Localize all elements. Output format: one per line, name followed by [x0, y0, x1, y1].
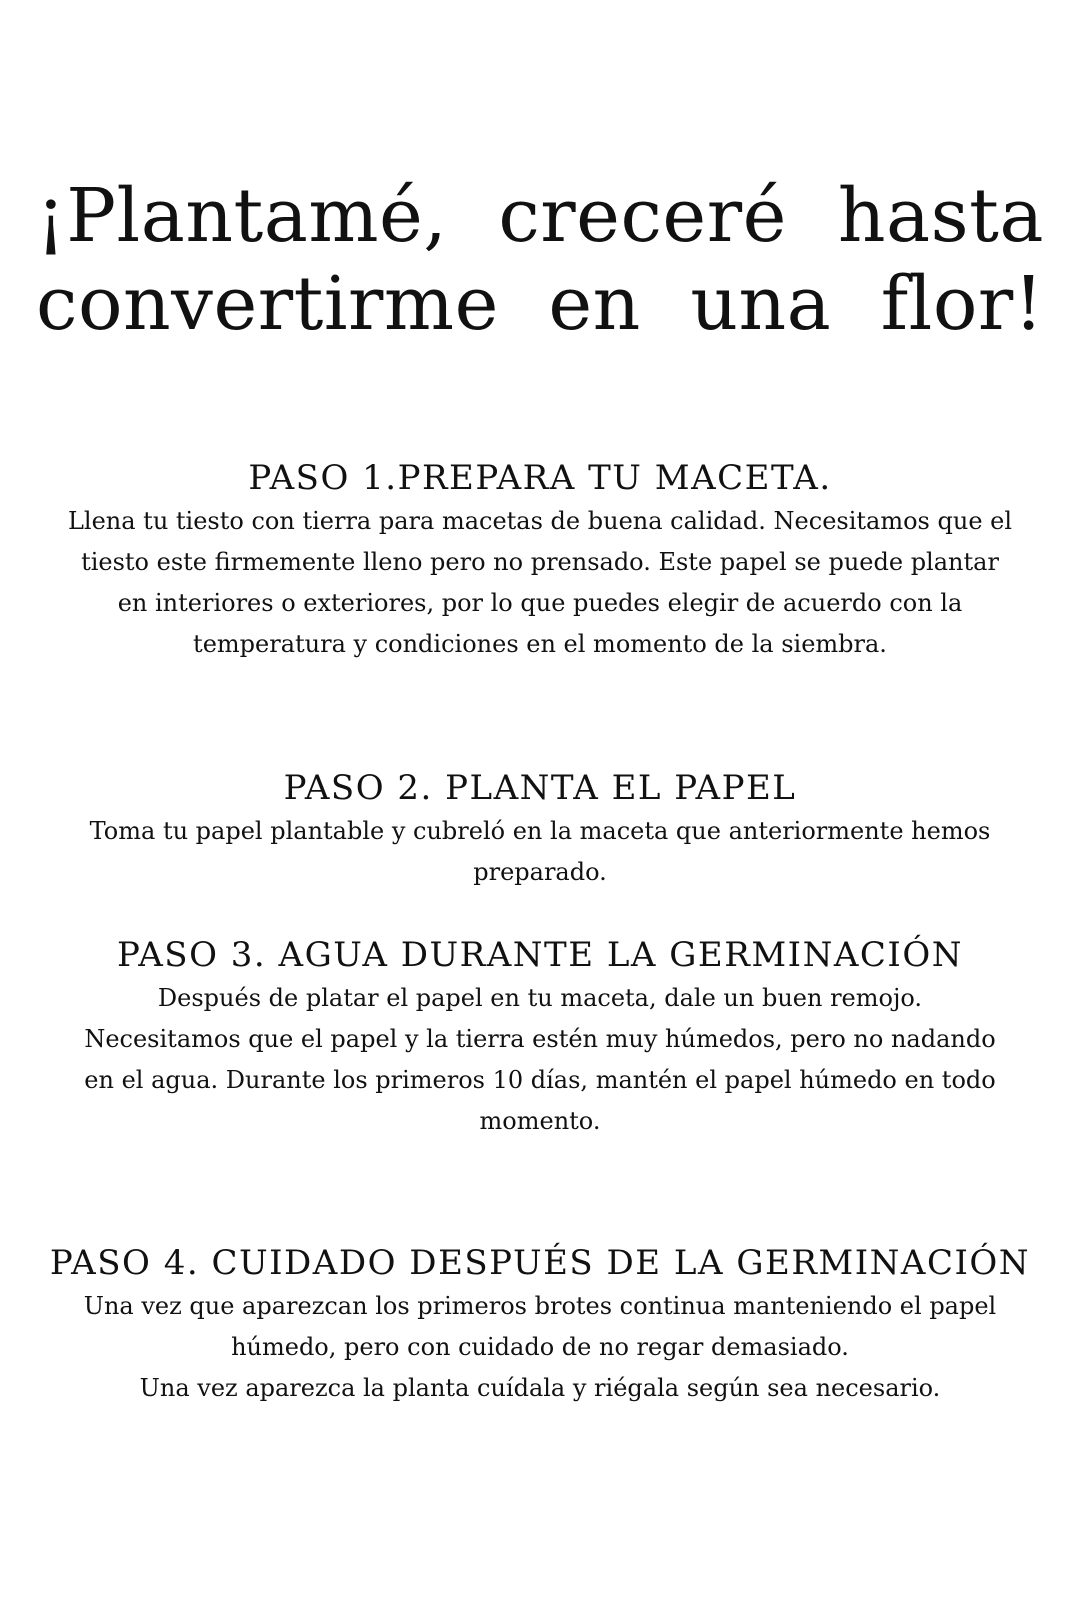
step-3-text	[30, 978, 1050, 1142]
step-3-heading: PASO 3. AGUA DURANTE LA GERMINACIÓN	[117, 935, 963, 975]
step-3-text-line: momento.	[479, 1107, 601, 1135]
step-4-text	[30, 1286, 1050, 1409]
step-2-text-line: Toma tu papel plantable y cubreló en la maceta que anteriormente hemos	[89, 817, 991, 845]
step-1-text-line: Llena tu tiesto con tierra para macetas de buena calidad. Necesitamos que el	[67, 507, 1013, 535]
step-3-section	[30, 932, 1050, 1142]
step-4-section	[30, 1240, 1050, 1409]
step-2-text	[30, 811, 1050, 893]
step-4-text-line: Una vez aparezca la planta cuídala y riégala según sea necesario.	[139, 1374, 941, 1402]
step-1-text	[30, 501, 1050, 665]
page-title	[36, 172, 1044, 348]
title-line-2: convertirme en una flor!	[36, 261, 1044, 347]
step-4-text-line: Una vez que aparezcan los primeros brotes continua manteniendo el papel	[83, 1292, 997, 1320]
step-3-text-line: Después de platar el papel en tu maceta, dale un buen remojo.	[157, 984, 923, 1012]
step-3-text-line: Necesitamos que el papel y la tierra estén muy húmedos, pero no nadando	[84, 1025, 996, 1053]
title-line-1: ¡Plantamé, creceré hasta	[36, 173, 1044, 259]
step-2-text-line: preparado.	[473, 858, 607, 886]
step-4-text-line: húmedo, pero con cuidado de no regar demasiado.	[231, 1333, 849, 1361]
step-3-text-line: en el agua. Durante los primeros 10 días, mantén el papel húmedo en todo	[84, 1066, 996, 1094]
step-1-section	[30, 455, 1050, 665]
step-1-text-line: en interiores o exteriores, por lo que puedes elegir de acuerdo con la	[117, 589, 963, 617]
step-2-heading: PASO 2. PLANTA EL PAPEL	[283, 768, 797, 808]
step-1-heading: PASO 1.PREPARA TU MACETA.	[248, 458, 832, 498]
step-1-text-line: temperatura y condiciones en el momento de la siembra.	[193, 630, 887, 658]
step-2-section	[30, 765, 1050, 893]
step-4-heading: PASO 4. CUIDADO DESPUÉS DE LA GERMINACIÓN	[49, 1243, 1031, 1283]
step-1-text-line: tiesto este firmemente lleno pero no prensado. Este papel se puede plantar	[81, 548, 999, 576]
